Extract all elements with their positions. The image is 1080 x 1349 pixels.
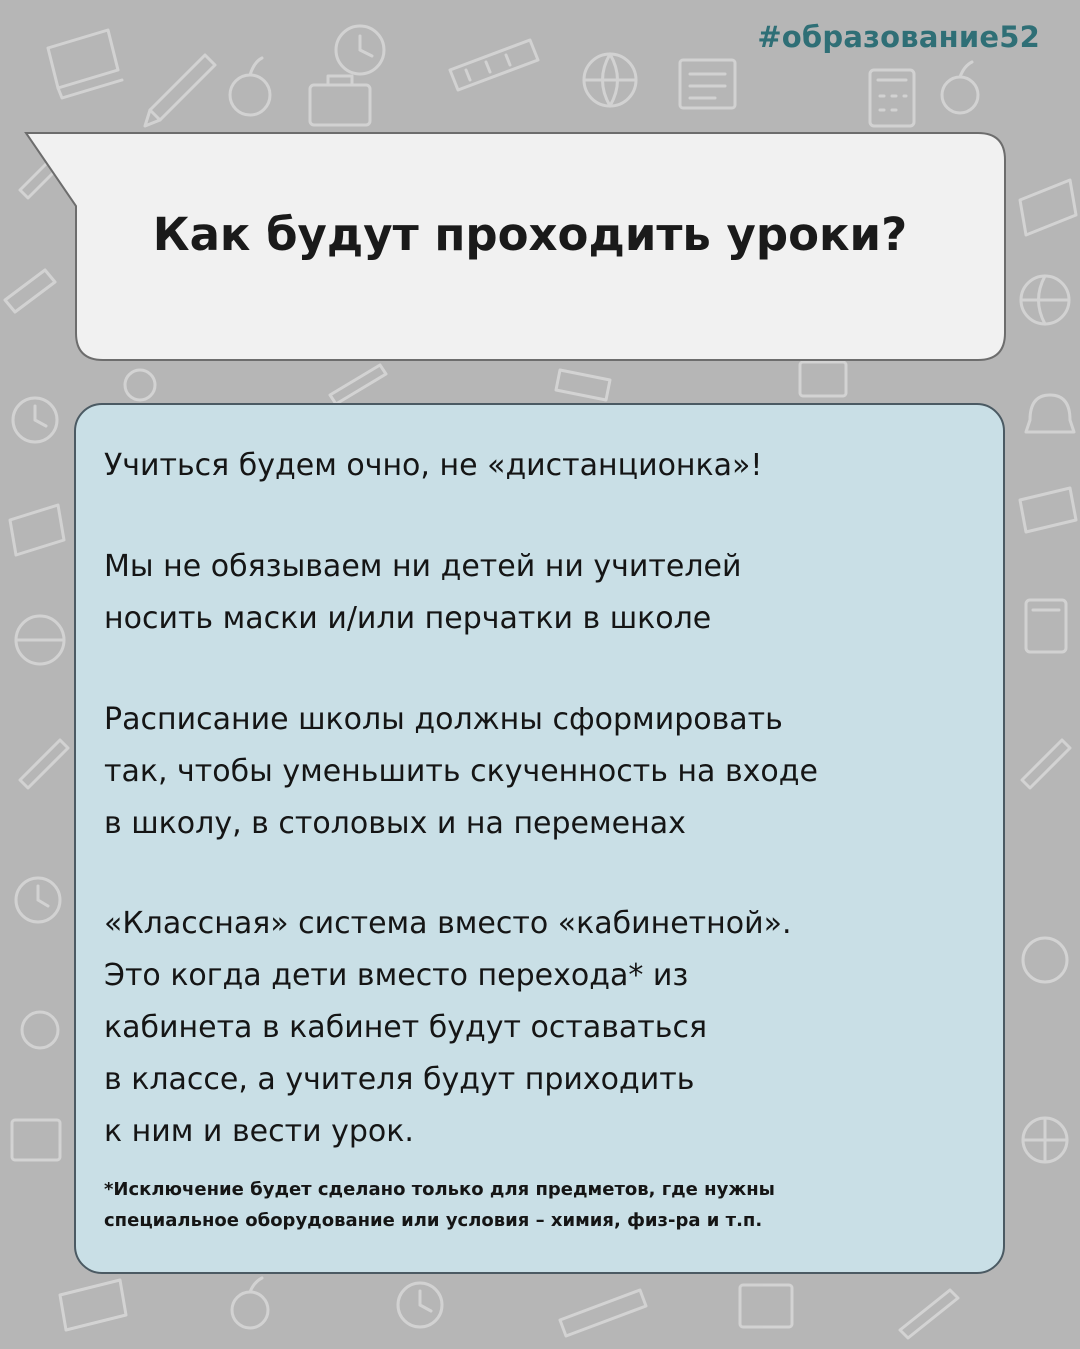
paragraph-line: Это когда дети вместо перехода* из <box>104 958 689 993</box>
paragraph-line: носить маски и/или перчатки в школе <box>104 601 712 636</box>
paragraph-line: в классе, а учителя будут приходить <box>104 1062 695 1097</box>
footnote <box>104 1174 984 1236</box>
notebook-doodle-icon <box>12 1120 60 1160</box>
paragraph-line: Мы не обязываем ни детей ни учителей <box>104 549 742 584</box>
clock-doodle-icon <box>13 398 57 442</box>
paragraph-in-person-learning <box>104 440 984 492</box>
paragraph-line: Расписание школы должны сформировать <box>104 702 783 737</box>
paragraph-schedule <box>104 694 984 850</box>
paragraph-masks <box>104 541 984 645</box>
speech-bubble <box>0 0 1080 380</box>
bell-doodle-icon <box>1026 395 1074 432</box>
footnote-line: специальное оборудование или условия – химия, физ-ра и т.п. <box>104 1210 763 1231</box>
pencil-doodle-icon <box>900 1290 958 1338</box>
globe-doodle-icon <box>16 616 64 664</box>
paragraph-line: в школу, в столовых и на переменах <box>104 806 686 841</box>
pencil-doodle-icon <box>1022 740 1070 788</box>
paragraph-line: кабинета в кабинет будут оставаться <box>104 1010 708 1045</box>
clock-doodle-icon <box>398 1283 442 1327</box>
calculator-doodle-icon <box>1026 600 1066 652</box>
book-doodle-icon <box>60 1280 126 1330</box>
paragraph-line: «Классная» система вместо «кабинетной». <box>104 906 792 941</box>
hashtag-label: #образование52 <box>757 20 1040 54</box>
ruler-doodle-icon <box>560 1290 646 1336</box>
notebook-doodle-icon <box>740 1285 792 1327</box>
page-title: Как будут проходить уроки? <box>152 208 908 261</box>
book-doodle-icon <box>1020 488 1076 532</box>
apple-doodle-icon <box>232 1278 268 1328</box>
paragraph-line: так, чтобы уменьшить скученность на входе <box>104 754 818 789</box>
paragraph-class-system <box>104 898 984 1158</box>
globe-doodle-icon <box>1023 938 1067 982</box>
clock-doodle-icon <box>16 878 60 922</box>
paragraph-line: к ним и вести урок. <box>104 1114 414 1149</box>
ball-doodle-icon <box>1023 1118 1067 1162</box>
book-doodle-icon <box>10 505 64 555</box>
footnote-line: *Исключение будет сделано только для предметов, где нужны <box>104 1179 775 1200</box>
apple-doodle-icon <box>22 1012 58 1048</box>
pencil-doodle-icon <box>20 740 68 788</box>
paragraph-line: Учиться будем очно, не «дистанционка»! <box>104 448 763 483</box>
